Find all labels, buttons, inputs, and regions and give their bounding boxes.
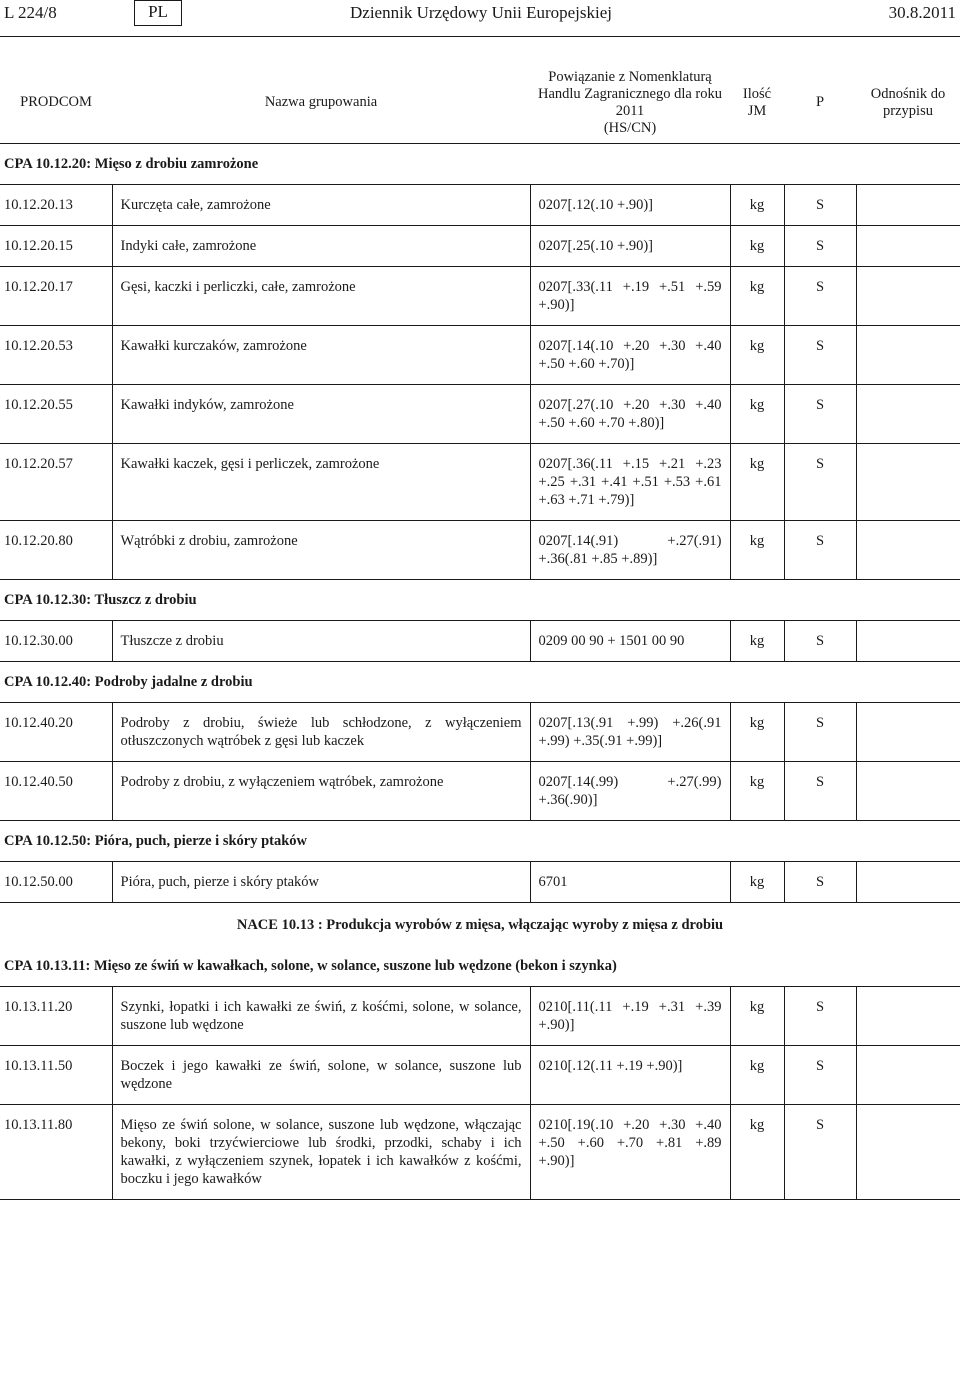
cpa-heading-row — [0, 662, 960, 703]
cpa-heading-text: CPA 10.13.11: Mięso ze świń w kawałkach, solone, w solance, suszone lub wędzone (bekon i szynka) — [4, 958, 617, 974]
language-box: PL — [134, 0, 182, 26]
cpa-heading-text: CPA 10.12.40: Podroby jadalne z drobiu — [4, 674, 253, 690]
prodcom-code: 10.12.20.13 — [0, 185, 112, 226]
hs-cn-code: 0207[.25(.10 +.90)] — [530, 226, 730, 267]
quantity-unit: kg — [730, 267, 784, 326]
p-flag: S — [784, 326, 856, 385]
hs-cn-code: 0207[.33(.11 +.19 +.51 +.59 +.90)] — [530, 267, 730, 326]
product-name: Pióra, puch, pierze i skóry ptaków — [112, 862, 530, 903]
prodcom-code: 10.12.20.53 — [0, 326, 112, 385]
hs-cn-code: 0207[.36(.11 +.15 +.21 +.23 +.25 +.31 +.41 +.51 +.53 +.61 +.63 +.71 +.79)] — [530, 444, 730, 521]
table-row — [0, 267, 960, 326]
quantity-unit: kg — [730, 703, 784, 762]
quantity-unit: kg — [730, 326, 784, 385]
p-flag: S — [784, 987, 856, 1046]
product-name: Mięso ze świń solone, w solance, suszone lub wędzone, włączając bekony, boki trzyćwierciowe lub środki, przodki, schaby i ich kawałki, z wyłączeniem szynek, łopatek i ich kawałków z kośćmi, boczku i jego kawałków — [112, 1105, 530, 1200]
quantity-unit: kg — [730, 621, 784, 662]
footnote-ref — [856, 1105, 960, 1200]
quantity-unit: kg — [730, 862, 784, 903]
prodcom-code: 10.13.11.50 — [0, 1046, 112, 1105]
footnote-ref — [856, 1046, 960, 1105]
footnote-ref — [856, 444, 960, 521]
product-name: Kawałki kaczek, gęsi i perliczek, zamrożone — [112, 444, 530, 521]
cpa-heading-text: CPA 10.12.20: Mięso z drobiu zamrożone — [4, 156, 259, 172]
hs-cn-code: 0210[.19(.10 +.20 +.30 +.40 +.50 +.60 +.70 +.81 +.89 +.90)] — [530, 1105, 730, 1200]
prodcom-code: 10.12.40.50 — [0, 762, 112, 821]
p-flag: S — [784, 521, 856, 580]
col-name: Nazwa grupowania — [112, 62, 530, 144]
cpa-heading-text: CPA 10.12.50: Pióra, puch, pierze i skóry ptaków — [4, 833, 308, 849]
hs-cn-code: 0207[.14(.91) +.27(.91) +.36(.81 +.85 +.89)] — [530, 521, 730, 580]
p-flag: S — [784, 621, 856, 662]
table-row — [0, 444, 960, 521]
footnote-ref — [856, 621, 960, 662]
prodcom-code: 10.12.20.15 — [0, 226, 112, 267]
p-flag: S — [784, 1046, 856, 1105]
table-body — [0, 144, 960, 1200]
cpa-heading — [0, 144, 960, 185]
col-p: P — [784, 62, 856, 144]
page-number: L 224/8 — [4, 3, 57, 22]
cpa-heading-row — [0, 580, 960, 621]
col-quantity-unit: Ilość JM — [730, 62, 784, 144]
table-row — [0, 762, 960, 821]
footnote-ref — [856, 987, 960, 1046]
quantity-unit: kg — [730, 185, 784, 226]
hs-cn-code: 6701 — [530, 862, 730, 903]
quantity-unit: kg — [730, 1105, 784, 1200]
prodcom-code: 10.12.20.57 — [0, 444, 112, 521]
footnote-ref — [856, 326, 960, 385]
quantity-unit: kg — [730, 521, 784, 580]
p-flag: S — [784, 185, 856, 226]
prodcom-code: 10.12.40.20 — [0, 703, 112, 762]
footnote-ref — [856, 185, 960, 226]
col-prodcom: PRODCOM — [0, 62, 112, 144]
table-header-row — [0, 62, 960, 144]
cpa-heading-row — [0, 821, 960, 862]
table-row — [0, 185, 960, 226]
p-flag: S — [784, 762, 856, 821]
footnote-ref — [856, 385, 960, 444]
table-row — [0, 226, 960, 267]
quantity-unit: kg — [730, 444, 784, 521]
table-row — [0, 385, 960, 444]
prodcom-code: 10.13.11.80 — [0, 1105, 112, 1200]
product-name: Podroby z drobiu, z wyłączeniem wątróbek, zamrożone — [112, 762, 530, 821]
prodcom-code: 10.12.20.80 — [0, 521, 112, 580]
hs-cn-code: 0207[.27(.10 +.20 +.30 +.40 +.50 +.60 +.70 +.80)] — [530, 385, 730, 444]
prodcom-code: 10.12.20.55 — [0, 385, 112, 444]
nace-heading: NACE 10.13 : Produkcja wyrobów z mięsa, włączając wyroby z mięsa z drobiu — [236, 917, 724, 933]
product-name: Kawałki indyków, zamrożone — [112, 385, 530, 444]
p-flag: S — [784, 862, 856, 903]
hs-cn-code: 0210[.12(.11 +.19 +.90)] — [530, 1046, 730, 1105]
cpa-heading — [0, 580, 960, 621]
cpa-heading-text: CPA 10.12.30: Tłuszcz z drobiu — [4, 592, 197, 608]
cpa-heading-row — [0, 947, 960, 987]
table-row — [0, 521, 960, 580]
prodcom-code: 10.12.30.00 — [0, 621, 112, 662]
quantity-unit: kg — [730, 1046, 784, 1105]
p-flag: S — [784, 1105, 856, 1200]
p-flag: S — [784, 226, 856, 267]
p-flag: S — [784, 703, 856, 762]
hs-cn-code: 0207[.14(.99) +.27(.99) +.36(.90)] — [530, 762, 730, 821]
p-flag: S — [784, 385, 856, 444]
cpa-heading — [0, 662, 960, 703]
p-flag: S — [784, 444, 856, 521]
footnote-ref — [856, 703, 960, 762]
table-row — [0, 703, 960, 762]
hs-cn-code: 0207[.14(.10 +.20 +.30 +.40 +.50 +.60 +.70)] — [530, 326, 730, 385]
col-footnote: Odnośnik do przypisu — [856, 62, 960, 144]
quantity-unit: kg — [730, 385, 784, 444]
footnote-ref — [856, 267, 960, 326]
product-name: Wątróbki z drobiu, zamrożone — [112, 521, 530, 580]
journal-title: Dziennik Urzędowy Unii Europejskiej — [350, 3, 613, 22]
quantity-unit: kg — [730, 226, 784, 267]
prodcom-code: 10.12.20.17 — [0, 267, 112, 326]
cpa-heading — [0, 947, 960, 987]
table-row — [0, 326, 960, 385]
footnote-ref — [856, 521, 960, 580]
table-row — [0, 987, 960, 1046]
product-name: Gęsi, kaczki i perliczki, całe, zamrożone — [112, 267, 530, 326]
product-name: Kurczęta całe, zamrożone — [112, 185, 530, 226]
hs-cn-code: 0207[.13(.91 +.99) +.26(.91 +.99) +.35(.91 +.99)] — [530, 703, 730, 762]
prodcom-table — [0, 62, 960, 1200]
product-name: Podroby z drobiu, świeże lub schłodzone, z wyłączeniem otłuszczonych wątróbek z gęsi lub kaczek — [112, 703, 530, 762]
table-row — [0, 621, 960, 662]
table-row — [0, 1046, 960, 1105]
cpa-heading-row — [0, 144, 960, 185]
page-header — [0, 0, 960, 30]
footnote-ref — [856, 226, 960, 267]
cpa-heading — [0, 821, 960, 862]
product-name: Tłuszcze z drobiu — [112, 621, 530, 662]
product-name: Szynki, łopatki i ich kawałki ze świń, z kośćmi, solone, w solance, suszone lub wędzone — [112, 987, 530, 1046]
table-row — [0, 1105, 960, 1200]
header-rule — [0, 36, 960, 37]
table-row — [0, 862, 960, 903]
hs-cn-code: 0209 00 90 + 1501 00 90 — [530, 621, 730, 662]
p-flag: S — [784, 267, 856, 326]
footnote-ref — [856, 762, 960, 821]
quantity-unit: kg — [730, 762, 784, 821]
prodcom-code: 10.12.50.00 — [0, 862, 112, 903]
footnote-ref — [856, 862, 960, 903]
prodcom-code: 10.13.11.20 — [0, 987, 112, 1046]
hs-cn-code: 0207[.12(.10 +.90)] — [530, 185, 730, 226]
product-name: Indyki całe, zamrożone — [112, 226, 530, 267]
product-name: Kawałki kurczaków, zamrożone — [112, 326, 530, 385]
nace-heading-row — [0, 903, 960, 948]
quantity-unit: kg — [730, 987, 784, 1046]
product-name: Boczek i jego kawałki ze świń, solone, w solance, suszone lub wędzone — [112, 1046, 530, 1105]
hs-cn-code: 0210[.11(.11 +.19 +.31 +.39 +.90)] — [530, 987, 730, 1046]
col-hs: Powiązanie z Nomenklaturą Handlu Zagranicznego dla roku 2011 (HS/CN) — [530, 62, 730, 144]
issue-date: 30.8.2011 — [888, 3, 956, 22]
